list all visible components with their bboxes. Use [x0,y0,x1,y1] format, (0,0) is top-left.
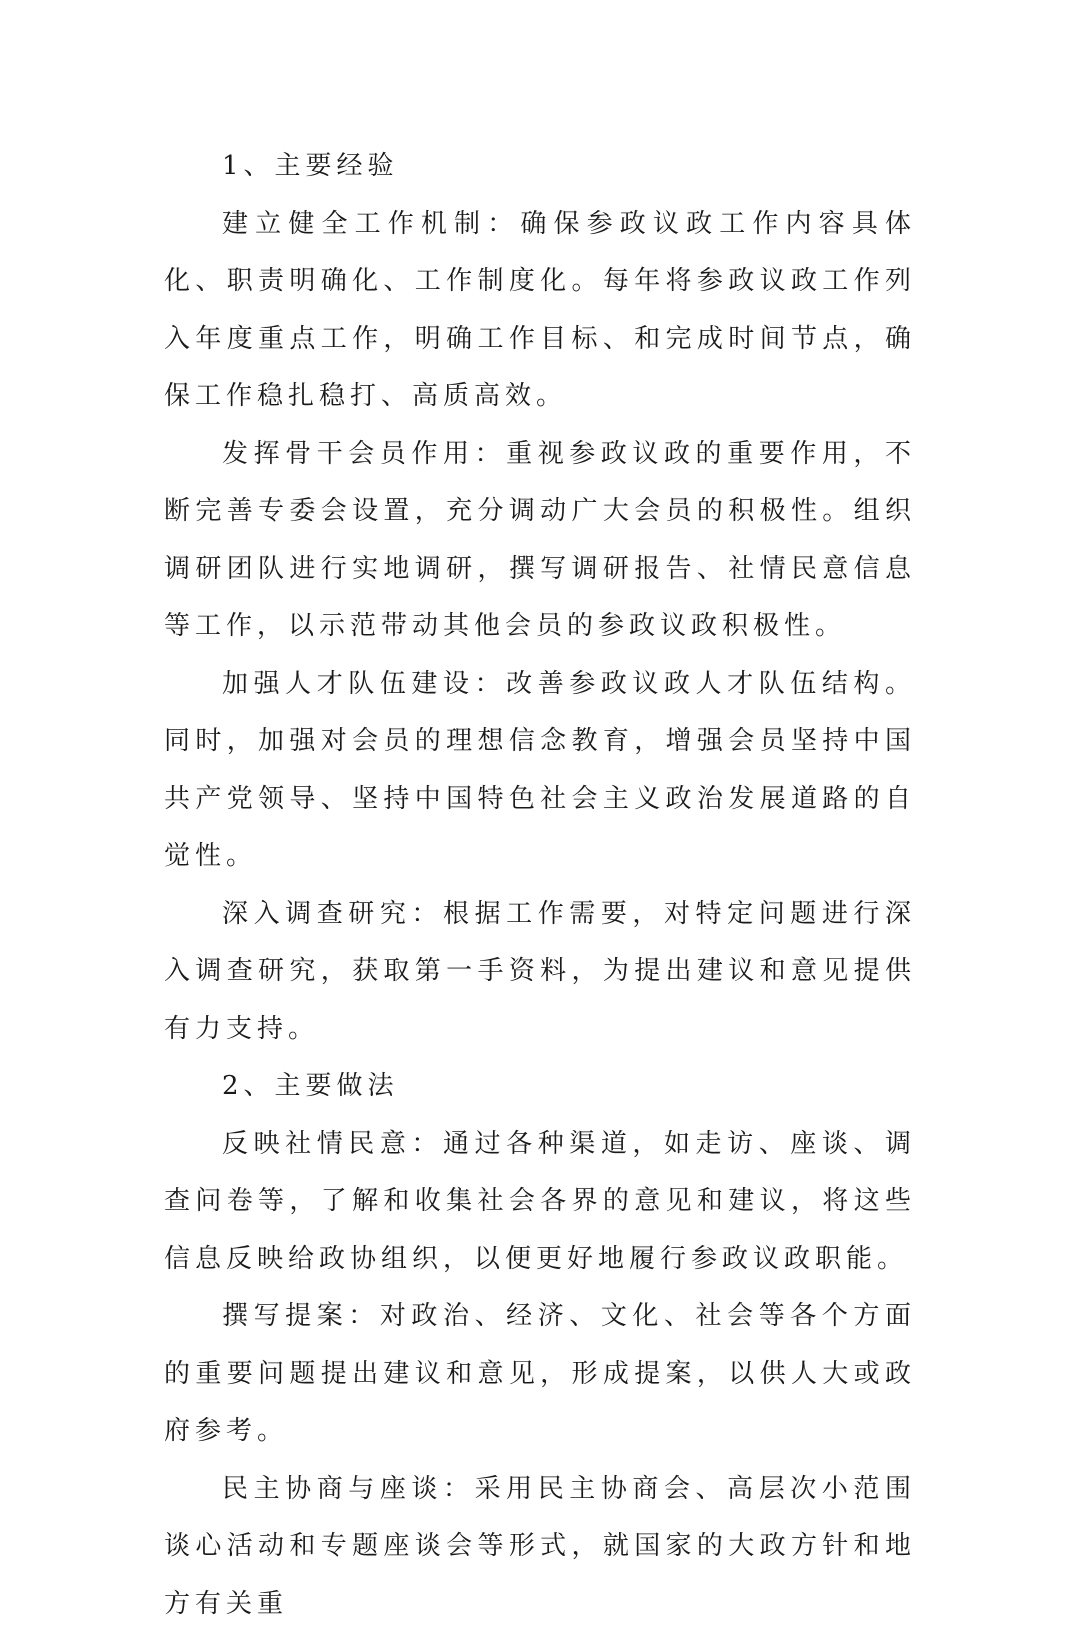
paragraph-talent-team: 加强人才队伍建设：改善参政议政人才队伍结构。同时，加强对会员的理想信念教育，增强会员坚持中国共产党领导、坚持中国特色社会主义政治发展道路的自觉性。 [164,656,916,886]
document-page [164,138,916,1633]
heading-main-experience: 1、主要经验 [164,138,916,196]
paragraph-investigation: 深入调查研究：根据工作需要，对特定问题进行深入调查研究，获取第一手资料，为提出建议和意见提供有力支持。 [164,886,916,1059]
paragraph-consultation: 民主协商与座谈：采用民主协商会、高层次小范围谈心活动和专题座谈会等形式，就国家的大政方针和地方有关重 [164,1461,916,1633]
paragraph-public-opinion: 反映社情民意：通过各种渠道，如走访、座谈、调查问卷等，了解和收集社会各界的意见和建议，将这些信息反映给政协组织，以便更好地履行参政议政职能。 [164,1116,916,1289]
heading-main-practices: 2、主要做法 [164,1058,916,1116]
paragraph-backbone-members: 发挥骨干会员作用：重视参政议政的重要作用，不断完善专委会设置，充分调动广大会员的积极性。组织调研团队进行实地调研，撰写调研报告、社情民意信息等工作，以示范带动其他会员的参政议政积极性。 [164,426,916,656]
paragraph-proposals: 撰写提案：对政治、经济、文化、社会等各个方面的重要问题提出建议和意见，形成提案，以供人大或政府参考。 [164,1288,916,1461]
paragraph-work-mechanism: 建立健全工作机制：确保参政议政工作内容具体化、职责明确化、工作制度化。每年将参政议政工作列入年度重点工作，明确工作目标、和完成时间节点，确保工作稳扎稳打、高质高效。 [164,196,916,426]
